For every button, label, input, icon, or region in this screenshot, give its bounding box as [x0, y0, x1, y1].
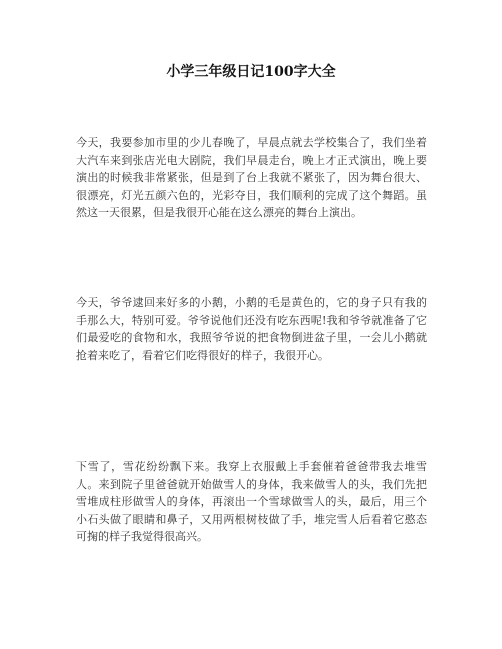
diary-paragraph-2: 今天，爷爷逮回来好多的小鹅，小鹅的毛是黄色的，它的身子只有我的手那么大，特别可爱。爷爷说他们还没有吃东西呢!我和爷爷就准备了它们最爱吃的食物和水，我照爷爷说的把食物倒进盆子里，一会儿小鹅就抢着来吃了，看着它们吃得很好的样子，我很开心。 [76, 296, 427, 362]
diary-paragraph-1: 今天，我要参加市里的少儿春晚了，早晨点就去学校集合了，我们坐着大汽车来到张店光电大剧院，我们早晨走台，晚上才正式演出，晚上要演出的时候我非常紧张，但是到了台上我就不紧张了，因为舞台很大、很漂亮，灯光五颜六色的，光彩夺目，我们顺利的完成了这个舞蹈。虽然这一天很累，但是我很开心能在这么漂亮的舞台上演出。 [76, 136, 427, 220]
diary-paragraph-3: 下雪了，雪花纷纷飘下来。我穿上衣服戴上手套催着爸爸带我去堆雪人。来到院子里爸爸就开始做雪人的身体，我来做雪人的头，我们先把雪堆成柱形做雪人的身体，再滚出一个雪球做雪人的头，最后，用三个小石头做了眼睛和鼻子，又用两根树枝做了手，堆完雪人后看着它憨态可掬的样子我觉得很高兴。 [76, 460, 427, 544]
document-title: 小学三年级日记100字大全 [166, 64, 336, 80]
